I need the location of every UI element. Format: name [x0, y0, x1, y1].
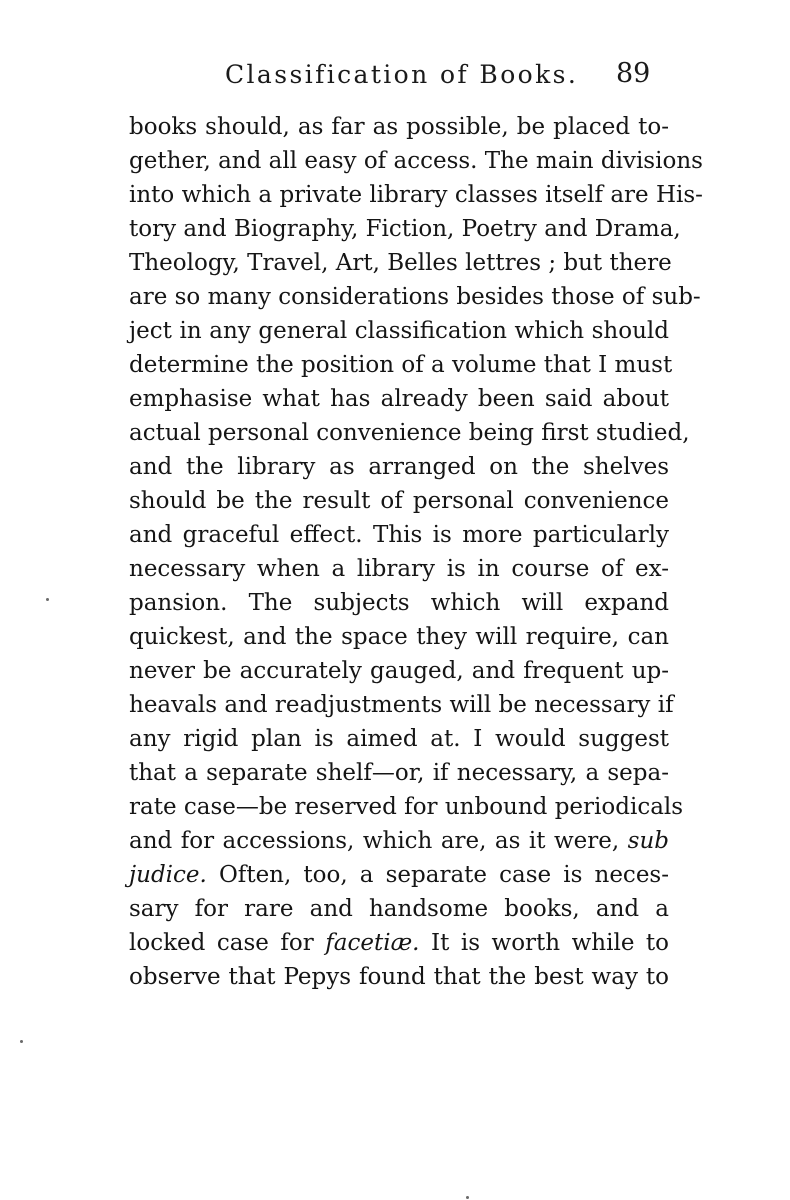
- text-line: any rigid plan is aimed at. I would suggest: [129, 726, 669, 752]
- text-line: rate case—be reserved for unbound periodicals: [129, 794, 684, 820]
- paper-speck: [466, 1196, 469, 1199]
- text-line: tory and Biography, Fiction, Poetry and Drama,: [129, 216, 681, 242]
- paper-speck: [46, 598, 49, 601]
- text-line: and graceful effect. This is more particularly: [129, 522, 669, 548]
- text-line: into which a private library classes itself are His-: [129, 182, 703, 208]
- line-text: locked case for: [129, 930, 314, 956]
- text-line: that a separate shelf—or, if necessary, a sepa-: [129, 760, 669, 786]
- text-line: emphasise what has already been said about: [129, 386, 669, 412]
- text-line: books should, as far as possible, be placed to-: [129, 114, 669, 140]
- text-line: pansion. The subjects which will expand: [129, 590, 669, 616]
- line-text: It is worth while to: [431, 930, 670, 956]
- text-line: and the library as arranged on the shelves: [129, 454, 669, 480]
- text-line: quickest, and the space they will require, can: [129, 624, 669, 650]
- italic-phrase: sub: [627, 828, 669, 854]
- text-line: are so many considerations besides those of sub-: [129, 284, 701, 310]
- text-line: heavals and readjustments will be necessary if: [129, 692, 674, 718]
- text-line: gether, and all easy of access. The main divisions: [129, 148, 703, 174]
- text-line: Theology, Travel, Art, Belles lettres ; but there: [129, 250, 672, 276]
- body-text: [129, 110, 703, 994]
- text-line: sary for rare and handsome books, and a: [129, 896, 669, 922]
- italic-phrase: facetiæ.: [325, 930, 420, 956]
- text-line: [129, 858, 669, 892]
- line-text: and for accessions, which are, as it were,: [129, 828, 620, 854]
- text-line: observe that Pepys found that the best way to: [129, 964, 669, 990]
- text-line: should be the result of personal convenience: [129, 488, 669, 514]
- text-line: ject in any general classification which should: [129, 318, 669, 344]
- text-line: necessary when a library is in course of ex-: [129, 556, 669, 582]
- chapter-title: Classification of Books.: [225, 60, 579, 89]
- line-text: Often, too, a separate case is neces-: [218, 862, 670, 888]
- text-line: [129, 926, 669, 960]
- paper-speck: [20, 1040, 23, 1043]
- page-number: 89: [616, 58, 651, 89]
- running-header: [0, 56, 790, 96]
- text-line: actual personal convenience being first studied,: [129, 420, 690, 446]
- text-line: determine the position of a volume that I must: [129, 352, 673, 378]
- text-line: [129, 824, 669, 858]
- text-line: never be accurately gauged, and frequent up-: [129, 658, 669, 684]
- italic-phrase: judice.: [129, 862, 207, 888]
